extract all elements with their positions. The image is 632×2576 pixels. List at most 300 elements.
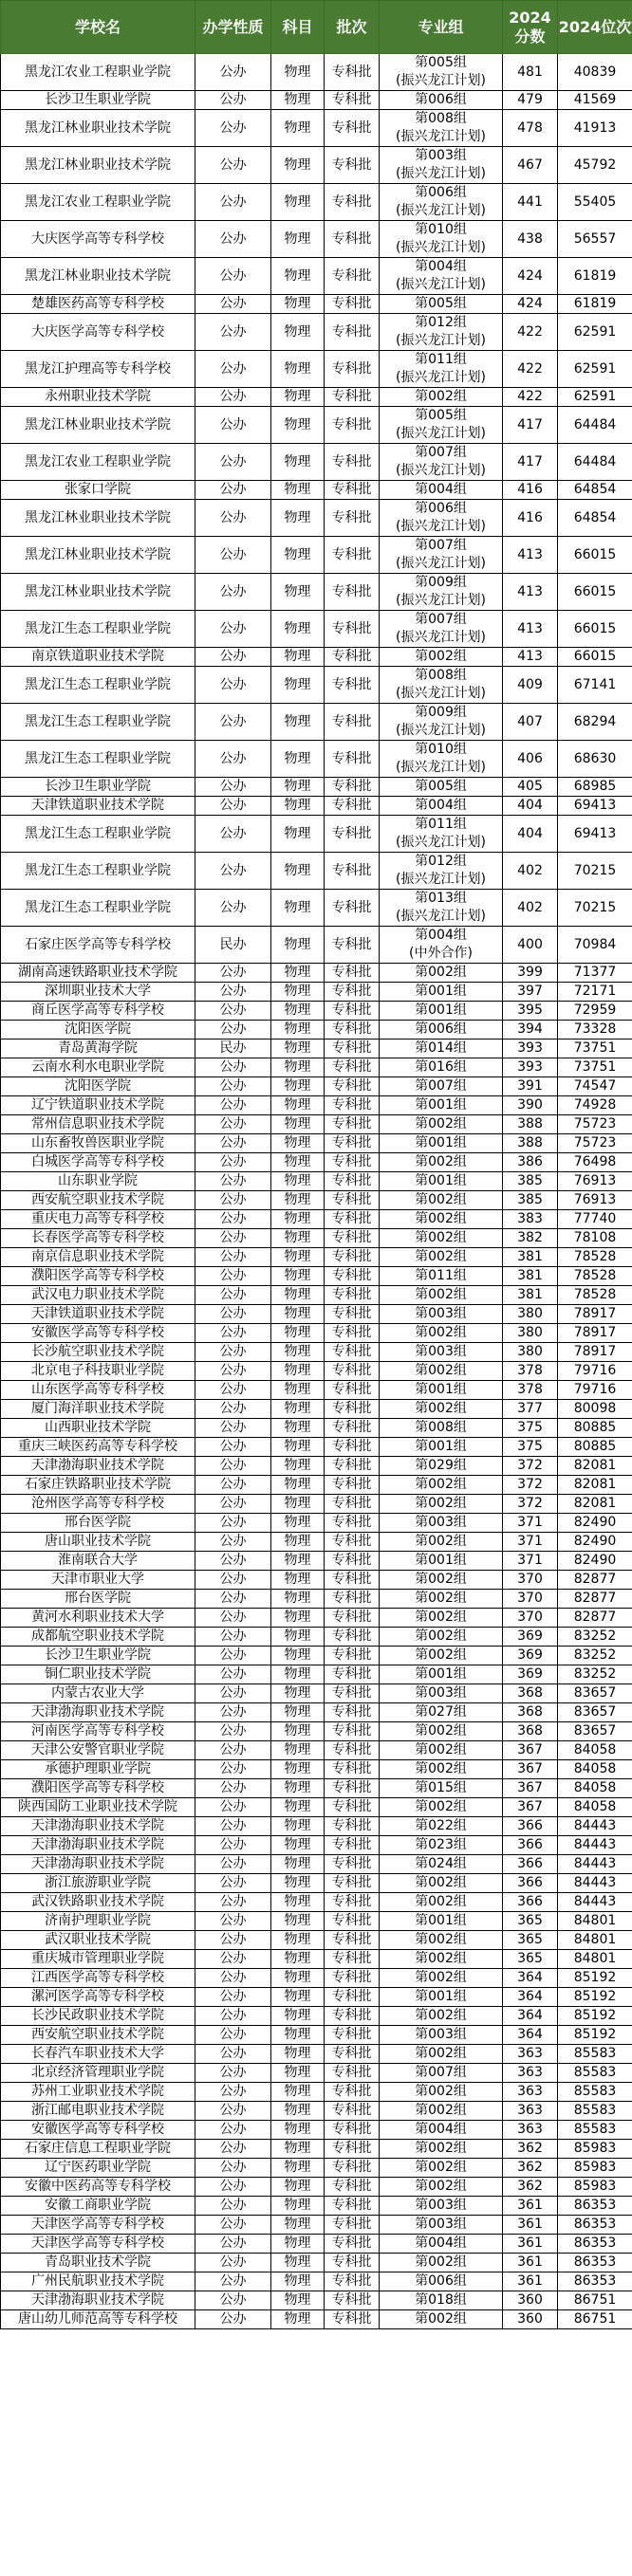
cell-group: [380, 611, 503, 648]
cell-nature: 公办: [195, 1400, 271, 1419]
cell-nature: 公办: [195, 1988, 271, 2007]
cell-school: 黑龙江农业工程职业学院: [1, 444, 195, 481]
cell-group: [380, 1779, 503, 1798]
cell-rank: 85583: [558, 2064, 632, 2083]
cell-school: 山东医学高等专科学校: [1, 1381, 195, 1400]
cell-score: 397: [503, 983, 558, 1002]
cell-school: 承德护理职业学院: [1, 1760, 195, 1779]
cell-rank: 85583: [558, 2102, 632, 2121]
cell-rank: 83657: [558, 1703, 632, 1722]
cell-nature: 公办: [195, 1571, 271, 1590]
cell-school: 厦门海洋职业技术学院: [1, 1400, 195, 1419]
table-row: [1, 444, 632, 481]
cell-score: 422: [503, 388, 558, 407]
cell-rank: 78917: [558, 1324, 632, 1343]
cell-group: [380, 2102, 503, 2121]
cell-score: 405: [503, 778, 558, 797]
cell-batch: 专科批: [325, 1533, 380, 1552]
cell-group: [380, 964, 503, 983]
group-code: 第004组: [415, 482, 467, 497]
cell-school: 天津渤海职业技术学院: [1, 2291, 195, 2310]
cell-batch: 专科批: [325, 853, 380, 890]
table-row: [1, 1457, 632, 1476]
cell-school: 长沙卫生职业学院: [1, 1647, 195, 1665]
cell-group: [380, 853, 503, 890]
table-row: [1, 816, 632, 853]
group-code: 第018组: [415, 2292, 467, 2308]
cell-rank: 78917: [558, 1305, 632, 1324]
cell-score: 372: [503, 1457, 558, 1476]
group-code: 第002组: [415, 2179, 467, 2194]
cell-rank: 77740: [558, 1210, 632, 1229]
cell-school: 天津公安警官职业学院: [1, 1741, 195, 1760]
cell-rank: 85192: [558, 1988, 632, 2007]
table-row: [1, 1040, 632, 1058]
cell-nature: 公办: [195, 1779, 271, 1798]
group-note: (振兴龙江计划): [396, 240, 486, 255]
group-code: 第003组: [415, 2217, 467, 2232]
cell-nature: 公办: [195, 1381, 271, 1400]
cell-school: 成都航空职业技术学院: [1, 1628, 195, 1647]
cell-group: [380, 667, 503, 704]
cell-rank: 80098: [558, 1400, 632, 1419]
cell-nature: 公办: [195, 1153, 271, 1172]
cell-nature: 公办: [195, 184, 271, 221]
cell-batch: 专科批: [325, 1571, 380, 1590]
cell-score: 361: [503, 2254, 558, 2272]
cell-batch: 专科批: [325, 1021, 380, 1040]
cell-rank: 82877: [558, 1609, 632, 1628]
cell-rank: 85583: [558, 2045, 632, 2064]
cell-rank: 84058: [558, 1741, 632, 1760]
cell-rank: 79716: [558, 1362, 632, 1381]
cell-batch: 专科批: [325, 1931, 380, 1950]
cell-score: 479: [503, 91, 558, 110]
cell-subject: 物理: [271, 444, 325, 481]
table-row: [1, 2007, 632, 2026]
cell-school: 天津渤海职业技术学院: [1, 1855, 195, 1874]
cell-batch: 专科批: [325, 1760, 380, 1779]
cell-batch: 专科批: [325, 1210, 380, 1229]
cell-subject: 物理: [271, 1077, 325, 1096]
cell-nature: 公办: [195, 1722, 271, 1741]
cell-nature: 公办: [195, 1115, 271, 1134]
cell-group: [380, 648, 503, 667]
cell-subject: 物理: [271, 927, 325, 964]
cell-subject: 物理: [271, 1912, 325, 1931]
cell-nature: 公办: [195, 797, 271, 816]
group-code: 第002组: [415, 1894, 467, 1909]
group-note: (振兴龙江计划): [396, 166, 486, 181]
cell-rank: 76913: [558, 1191, 632, 1210]
cell-batch: 专科批: [325, 1590, 380, 1609]
cell-batch: 专科批: [325, 927, 380, 964]
cell-score: 367: [503, 1760, 558, 1779]
cell-nature: 公办: [195, 481, 271, 500]
table-body: [1, 54, 632, 2329]
cell-score: 390: [503, 1096, 558, 1115]
group-note: (中外合作): [409, 946, 473, 961]
cell-rank: 41913: [558, 110, 632, 147]
cell-score: 361: [503, 2235, 558, 2254]
cell-score: 375: [503, 1438, 558, 1457]
cell-school: 楚雄医药高等专科学校: [1, 295, 195, 314]
cell-subject: 物理: [271, 407, 325, 444]
cell-school: 北京电子科技职业学院: [1, 1362, 195, 1381]
cell-batch: 专科批: [325, 407, 380, 444]
group-code: 第002组: [415, 1970, 467, 1985]
cell-group: [380, 816, 503, 853]
cell-nature: 公办: [195, 1760, 271, 1779]
table-row: [1, 351, 632, 388]
cell-nature: 公办: [195, 221, 271, 258]
cell-school: 山东职业学院: [1, 1172, 195, 1191]
cell-school: 重庆三峡医药高等专科学校: [1, 1438, 195, 1457]
table-row: [1, 853, 632, 890]
table-row: [1, 1077, 632, 1096]
cell-nature: 公办: [195, 1495, 271, 1514]
table-row: [1, 1571, 632, 1590]
group-code: 第003组: [415, 1515, 467, 1530]
header-subject: 科目: [271, 1, 325, 54]
cell-nature: 公办: [195, 1324, 271, 1343]
table-row: [1, 2291, 632, 2310]
cell-nature: 公办: [195, 407, 271, 444]
cell-subject: 物理: [271, 1343, 325, 1362]
cell-batch: 专科批: [325, 1684, 380, 1703]
cell-nature: 公办: [195, 2254, 271, 2272]
cell-score: 413: [503, 574, 558, 611]
cell-group: [380, 983, 503, 1002]
cell-rank: 86353: [558, 2272, 632, 2291]
group-code: 第008组: [415, 111, 467, 126]
cell-group: [380, 481, 503, 500]
cell-subject: 物理: [271, 1647, 325, 1665]
cell-batch: 专科批: [325, 1817, 380, 1836]
table-row: [1, 1988, 632, 2007]
table-row: [1, 574, 632, 611]
group-code: 第008组: [415, 668, 467, 683]
group-note: (振兴龙江计划): [396, 463, 486, 478]
cell-subject: 物理: [271, 1665, 325, 1684]
table-row: [1, 1438, 632, 1457]
cell-subject: 物理: [271, 1324, 325, 1343]
table-row: [1, 1931, 632, 1950]
cell-batch: 专科批: [325, 1419, 380, 1438]
cell-batch: 专科批: [325, 1969, 380, 1988]
cell-batch: 专科批: [325, 1172, 380, 1191]
cell-batch: 专科批: [325, 1874, 380, 1893]
table-row: [1, 1248, 632, 1267]
cell-score: 424: [503, 258, 558, 295]
cell-nature: 公办: [195, 1647, 271, 1665]
cell-group: [380, 741, 503, 778]
cell-group: [380, 2045, 503, 2064]
cell-batch: 专科批: [325, 1609, 380, 1628]
table-row: [1, 1058, 632, 1077]
cell-subject: 物理: [271, 1552, 325, 1571]
group-code: 第009组: [415, 575, 467, 590]
cell-nature: 公办: [195, 1590, 271, 1609]
cell-rank: 80885: [558, 1438, 632, 1457]
cell-nature: 公办: [195, 1286, 271, 1305]
group-code: 第002组: [415, 1477, 467, 1492]
cell-rank: 86353: [558, 2197, 632, 2216]
cell-batch: 专科批: [325, 1153, 380, 1172]
cell-batch: 专科批: [325, 2045, 380, 2064]
cell-group: [380, 1343, 503, 1362]
cell-subject: 物理: [271, 1153, 325, 1172]
group-code: 第002组: [415, 1951, 467, 1966]
cell-school: 唐山幼儿师范高等专科学校: [1, 2310, 195, 2329]
group-code: 第024组: [415, 1856, 467, 1871]
table-row: [1, 295, 632, 314]
group-code: 第010组: [415, 742, 467, 757]
cell-score: 362: [503, 2159, 558, 2178]
cell-batch: 专科批: [325, 2178, 380, 2197]
cell-subject: 物理: [271, 2197, 325, 2216]
cell-subject: 物理: [271, 1115, 325, 1134]
cell-rank: 62591: [558, 314, 632, 351]
group-code: 第003组: [415, 148, 467, 163]
cell-nature: 公办: [195, 1665, 271, 1684]
cell-school: 永州职业技术学院: [1, 388, 195, 407]
table-row: [1, 1021, 632, 1040]
cell-batch: 专科批: [325, 1115, 380, 1134]
cell-group: [380, 1267, 503, 1286]
table-header: [1, 1, 632, 54]
cell-school: 张家口学院: [1, 481, 195, 500]
cell-group: [380, 388, 503, 407]
cell-nature: 公办: [195, 611, 271, 648]
cell-nature: 公办: [195, 1628, 271, 1647]
cell-subject: 物理: [271, 1874, 325, 1893]
cell-rank: 64484: [558, 407, 632, 444]
cell-batch: 专科批: [325, 1362, 380, 1381]
cell-school: 天津渤海职业技术学院: [1, 1836, 195, 1855]
cell-school: 黑龙江生态工程职业学院: [1, 890, 195, 927]
cell-subject: 物理: [271, 1040, 325, 1058]
cell-nature: 公办: [195, 351, 271, 388]
cell-rank: 85983: [558, 2178, 632, 2197]
cell-batch: 专科批: [325, 147, 380, 184]
table-row: [1, 704, 632, 741]
cell-group: [380, 927, 503, 964]
cell-score: 367: [503, 1798, 558, 1817]
cell-subject: 物理: [271, 1476, 325, 1495]
cell-rank: 83252: [558, 1665, 632, 1684]
cell-batch: 专科批: [325, 2064, 380, 2083]
table-row: [1, 314, 632, 351]
cell-batch: 专科批: [325, 1096, 380, 1115]
cell-score: 362: [503, 2178, 558, 2197]
cell-rank: 82081: [558, 1457, 632, 1476]
cell-rank: 66015: [558, 648, 632, 667]
cell-nature: 公办: [195, 1134, 271, 1153]
cell-batch: 专科批: [325, 1343, 380, 1362]
cell-school: 南京信息职业技术学院: [1, 1248, 195, 1267]
cell-batch: 专科批: [325, 1950, 380, 1969]
cell-group: [380, 1969, 503, 1988]
cell-group: [380, 2197, 503, 2216]
cell-score: 360: [503, 2310, 558, 2329]
table-row: [1, 1533, 632, 1552]
cell-nature: 公办: [195, 1305, 271, 1324]
cell-rank: 82877: [558, 1590, 632, 1609]
cell-subject: 物理: [271, 2083, 325, 2102]
cell-subject: 物理: [271, 2291, 325, 2310]
cell-group: [380, 1381, 503, 1400]
cell-rank: 84443: [558, 1817, 632, 1836]
group-note: (振兴龙江计划): [396, 686, 486, 701]
cell-group: [380, 574, 503, 611]
cell-subject: 物理: [271, 2064, 325, 2083]
group-code: 第007组: [415, 538, 467, 553]
cell-batch: 专科批: [325, 1191, 380, 1210]
cell-subject: 物理: [271, 1514, 325, 1533]
cell-score: 366: [503, 1874, 558, 1893]
table-row: [1, 1912, 632, 1931]
group-code: 第001组: [415, 1135, 467, 1150]
cell-score: 413: [503, 537, 558, 574]
cell-batch: 专科批: [325, 1988, 380, 2007]
cell-batch: 专科批: [325, 1077, 380, 1096]
cell-subject: 物理: [271, 1096, 325, 1115]
cell-rank: 85983: [558, 2140, 632, 2159]
cell-group: [380, 1419, 503, 1438]
cell-score: 363: [503, 2102, 558, 2121]
cell-rank: 68294: [558, 704, 632, 741]
cell-rank: 85583: [558, 2121, 632, 2140]
header-school: 学校名: [1, 1, 195, 54]
cell-score: 366: [503, 1836, 558, 1855]
cell-subject: 物理: [271, 1798, 325, 1817]
cell-school: 天津渤海职业技术学院: [1, 1817, 195, 1836]
cell-batch: 专科批: [325, 351, 380, 388]
cell-rank: 69413: [558, 816, 632, 853]
group-code: 第011组: [415, 352, 467, 367]
cell-subject: 物理: [271, 2121, 325, 2140]
cell-batch: 专科批: [325, 964, 380, 983]
cell-score: 370: [503, 1571, 558, 1590]
cell-school: 黑龙江护理高等专科学校: [1, 351, 195, 388]
cell-group: [380, 2216, 503, 2235]
group-code: 第004组: [415, 259, 467, 274]
cell-rank: 62591: [558, 388, 632, 407]
cell-batch: 专科批: [325, 1381, 380, 1400]
table-row: [1, 2140, 632, 2159]
cell-school: 天津市职业大学: [1, 1571, 195, 1590]
table-row: [1, 648, 632, 667]
cell-subject: 物理: [271, 648, 325, 667]
cell-score: 380: [503, 1324, 558, 1343]
cell-subject: 物理: [271, 1855, 325, 1874]
group-code: 第001组: [415, 1989, 467, 2004]
cell-score: 370: [503, 1590, 558, 1609]
cell-batch: 专科批: [325, 444, 380, 481]
cell-school: 黑龙江生态工程职业学院: [1, 704, 195, 741]
cell-rank: 85192: [558, 2007, 632, 2026]
cell-school: 濮阳医学高等专科学校: [1, 1267, 195, 1286]
cell-batch: 专科批: [325, 1893, 380, 1912]
cell-nature: 公办: [195, 2310, 271, 2329]
cell-score: 361: [503, 2216, 558, 2235]
group-code: 第009组: [415, 705, 467, 720]
cell-batch: 专科批: [325, 574, 380, 611]
table-row: [1, 1324, 632, 1343]
cell-nature: 公办: [195, 1476, 271, 1495]
cell-batch: 专科批: [325, 1305, 380, 1324]
cell-rank: 86353: [558, 2254, 632, 2272]
cell-group: [380, 1248, 503, 1267]
cell-school: 黑龙江林业职业技术学院: [1, 110, 195, 147]
cell-nature: 公办: [195, 2197, 271, 2216]
table-row: [1, 184, 632, 221]
cell-subject: 物理: [271, 1248, 325, 1267]
cell-score: 402: [503, 890, 558, 927]
cell-group: [380, 110, 503, 147]
cell-batch: 专科批: [325, 1912, 380, 1931]
cell-subject: 物理: [271, 2310, 325, 2329]
cell-group: [380, 314, 503, 351]
cell-batch: 专科批: [325, 1438, 380, 1457]
group-code: 第002组: [415, 1572, 467, 1587]
cell-school: 北京经济管理职业学院: [1, 2064, 195, 2083]
cell-group: [380, 1874, 503, 1893]
cell-score: 438: [503, 221, 558, 258]
cell-group: [380, 1210, 503, 1229]
cell-subject: 物理: [271, 1684, 325, 1703]
cell-subject: 物理: [271, 778, 325, 797]
cell-group: [380, 1362, 503, 1381]
cell-score: 406: [503, 741, 558, 778]
group-code: 第002组: [415, 389, 467, 404]
group-code: 第002组: [415, 1723, 467, 1739]
group-code: 第001组: [415, 1439, 467, 1454]
cell-score: 369: [503, 1665, 558, 1684]
cell-score: 363: [503, 2121, 558, 2140]
cell-score: 388: [503, 1134, 558, 1153]
cell-batch: 专科批: [325, 1058, 380, 1077]
cell-school: 云南水利水电职业学院: [1, 1058, 195, 1077]
group-code: 第002组: [415, 1363, 467, 1378]
cell-school: 唐山职业技术学院: [1, 1533, 195, 1552]
cell-batch: 专科批: [325, 1855, 380, 1874]
group-code: 第002组: [415, 1628, 467, 1644]
cell-nature: 公办: [195, 500, 271, 537]
table-row: [1, 258, 632, 295]
header-group: 专业组: [380, 1, 503, 54]
cell-rank: 84801: [558, 1931, 632, 1950]
cell-score: 395: [503, 1002, 558, 1021]
cell-subject: 物理: [271, 1741, 325, 1760]
cell-score: 368: [503, 1684, 558, 1703]
group-code: 第022组: [415, 1818, 467, 1833]
table-row: [1, 1874, 632, 1893]
cell-score: 388: [503, 1115, 558, 1134]
group-note: (振兴龙江计划): [396, 73, 486, 88]
cell-score: 404: [503, 816, 558, 853]
cell-batch: 专科批: [325, 1267, 380, 1286]
cell-batch: 专科批: [325, 1400, 380, 1419]
cell-nature: 公办: [195, 741, 271, 778]
cell-school: 西安航空职业技术学院: [1, 1191, 195, 1210]
group-note: (振兴龙江计划): [396, 277, 486, 292]
cell-score: 368: [503, 1722, 558, 1741]
group-code: 第006组: [415, 2273, 467, 2289]
cell-rank: 41569: [558, 91, 632, 110]
group-note: (振兴龙江计划): [396, 760, 486, 775]
